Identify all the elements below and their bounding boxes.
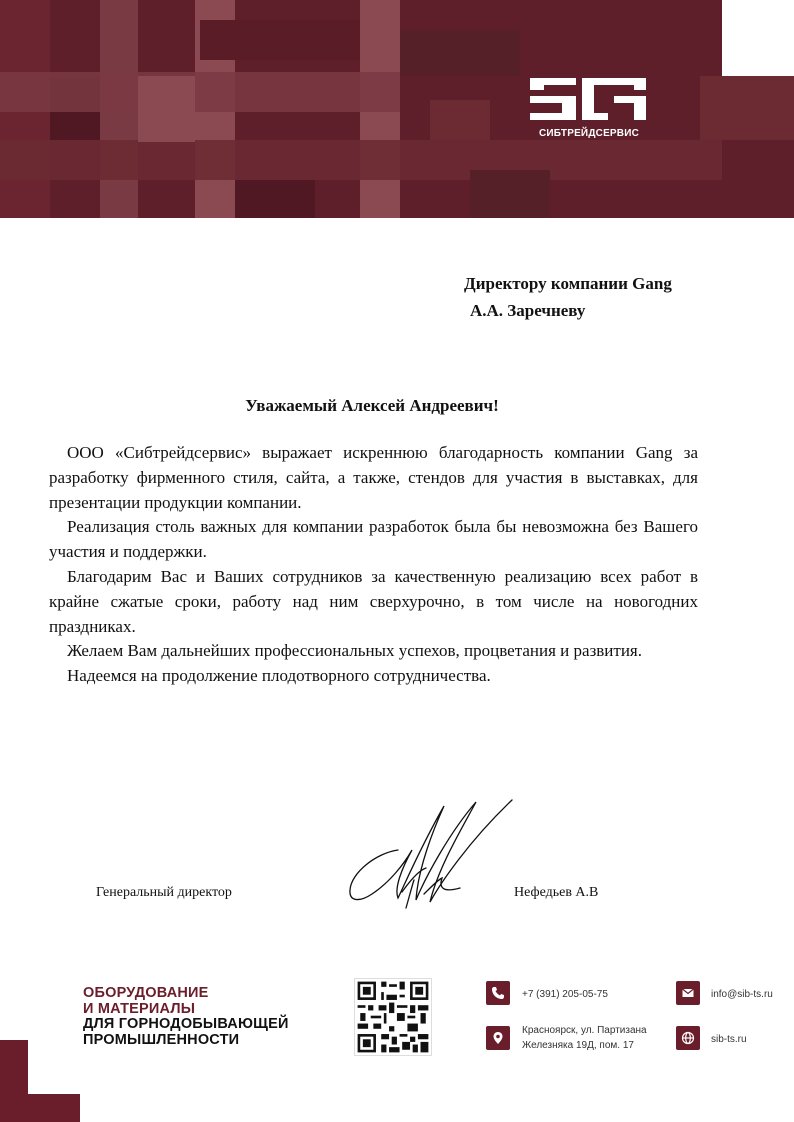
paragraph: Благодарим Вас и Ваших сотрудников за качественную реализацию всех работ в крайне сжатые сроки, работу над ним сверхурочно, в том числе на новогодних праздниках. (49, 566, 698, 636)
footer-slogan (83, 986, 289, 1048)
paragraph: Реализация столь важных для компании разработок была бы невозможна без Вашего участия и поддержки. (49, 517, 698, 562)
header-banner (0, 0, 794, 218)
letter-body (49, 441, 698, 689)
recipient-block (464, 270, 672, 324)
footer-website[interactable]: sib-ts.ru (711, 1034, 747, 1045)
paragraph: Надеемся на продолжение плодотворного сотрудничества. (67, 666, 491, 686)
paragraph: Желаем Вам дальнейших профессиональных успехов, процветания и развития. (67, 641, 643, 661)
footer-address (522, 1023, 647, 1053)
location-icon (486, 1026, 510, 1050)
globe-icon (676, 1026, 700, 1050)
header-corner-cutout (722, 0, 794, 76)
salutation: Уважаемый Алексей Андреевич! (245, 396, 499, 415)
handwritten-signature (346, 798, 516, 913)
phone-icon (486, 981, 510, 1005)
corner-decoration (0, 1094, 80, 1122)
paragraph: ООО «Сибтрейдсервис» выражает искреннюю благодарность компании Gang за разработку фирменного стиля, сайта, а также, стендов для участия в выставках, для презентации продукции компании. (49, 443, 698, 512)
qr-code[interactable] (354, 978, 432, 1056)
recipient-line-2: А.А. Заречневу (470, 301, 586, 320)
slogan-line: ДЛЯ ГОРНОДОБЫВАЮЩЕЙ (83, 1016, 289, 1032)
signatory-title: Генеральный директор (96, 885, 232, 900)
footer-email[interactable]: info@sib-ts.ru (711, 989, 773, 1000)
recipient-line-1: Директору компании Gang (464, 274, 672, 293)
company-logo-text: СИБТРЕЙДСЕРВИС (538, 128, 640, 139)
slogan-line: ПРОМЫШЛЕННОСТИ (83, 1031, 240, 1048)
slogan-line: ОБОРУДОВАНИЕ (83, 985, 209, 1001)
address-line-1: Красноярск, ул. Партизана (522, 1025, 647, 1036)
address-line-2: Железняка 19Д, пом. 17 (522, 1040, 634, 1051)
slogan-line: И МАТЕРИАЛЫ (83, 1000, 196, 1017)
mail-icon (676, 981, 700, 1005)
company-logo-mark (530, 78, 646, 120)
footer-phone[interactable]: +7 (391) 205-05-75 (522, 989, 608, 1000)
signatory-name: Нефедьев А.В (514, 885, 599, 900)
